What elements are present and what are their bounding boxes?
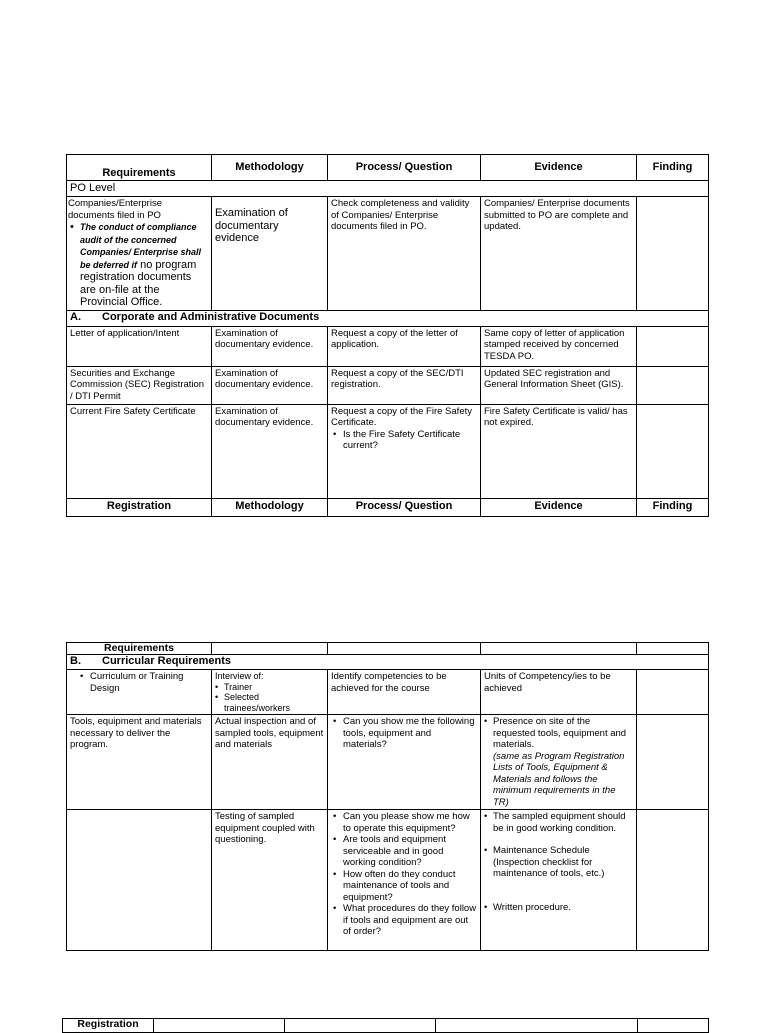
header-evidence: Evidence bbox=[481, 155, 637, 181]
requirement-cell: Tools, equipment and materials necessary to deliver the program. bbox=[67, 715, 212, 810]
section-b-row bbox=[67, 655, 709, 670]
footer-finding: Finding bbox=[637, 498, 709, 516]
process-cell bbox=[328, 810, 481, 951]
header-empty bbox=[637, 643, 709, 655]
process-bullet: • Can you show me the following tools, equipment and materials? bbox=[331, 716, 477, 751]
compliance-table-curricular bbox=[66, 642, 709, 951]
header-registration: Registration bbox=[63, 1019, 154, 1033]
evidence-bullet: • Written procedure. bbox=[484, 902, 633, 914]
table-row bbox=[67, 670, 709, 715]
header-empty bbox=[154, 1019, 285, 1033]
footer-process-question: Process/ Question bbox=[328, 498, 481, 516]
evidence-cell: Same copy of letter of application stamped received by concerned TESDA PO. bbox=[481, 326, 637, 366]
deferral-note bbox=[68, 221, 208, 309]
table-row bbox=[67, 197, 709, 311]
methodology-title: Interview of: bbox=[215, 671, 264, 681]
methodology-cell: Examination of documentary evidence. bbox=[212, 326, 328, 366]
evidence-cell bbox=[481, 715, 637, 810]
requirement-cell bbox=[67, 810, 212, 951]
header-empty bbox=[638, 1019, 709, 1033]
footer-registration: Registration bbox=[67, 498, 212, 516]
po-level-label: PO Level bbox=[67, 181, 709, 197]
finding-cell bbox=[637, 366, 709, 404]
methodology-cell: Testing of sampled equipment coupled with questioning. bbox=[212, 810, 328, 951]
requirement-cell bbox=[67, 670, 212, 715]
header-empty bbox=[285, 1019, 436, 1033]
table-row bbox=[67, 326, 709, 366]
requirement-cell bbox=[67, 197, 212, 311]
table-footer-row bbox=[67, 498, 709, 516]
process-bullets bbox=[331, 716, 477, 751]
process-bullet: • How often do they conduct maintenance of tools and equipment? bbox=[331, 869, 477, 904]
table-row bbox=[67, 366, 709, 404]
header-process-question: Process/ Question bbox=[328, 155, 481, 181]
methodology-bullet: • Trainer bbox=[215, 682, 324, 693]
finding-cell bbox=[637, 715, 709, 810]
process-bullet: • What procedures do they follow if tools and equipment are out of order? bbox=[331, 903, 477, 938]
requirement-text: Companies/Enterprise documents filed in PO bbox=[68, 198, 162, 221]
process-bullet: • Are tools and equipment serviceable and in good working condition? bbox=[331, 834, 477, 869]
process-cell bbox=[328, 404, 481, 498]
process-bullets bbox=[331, 811, 477, 938]
process-text: Request a copy of the Fire Safety Certificate. bbox=[331, 405, 472, 428]
header-methodology: Methodology bbox=[212, 155, 328, 181]
process-cell bbox=[328, 715, 481, 810]
process-cell: Request a copy of the letter of application. bbox=[328, 326, 481, 366]
table-header-row bbox=[63, 1019, 709, 1033]
table-row bbox=[67, 810, 709, 951]
evidence-bullet: • The sampled equipment should be in good working condition. bbox=[484, 811, 633, 834]
finding-cell bbox=[637, 810, 709, 951]
methodology-cell bbox=[212, 670, 328, 715]
compliance-table-registration bbox=[62, 1018, 709, 1033]
section-a-title: Corporate and Administrative Documents bbox=[102, 310, 320, 323]
deferral-note-bold: The conduct of compliance audit of the concerned Companies/ Enterprise shall be deferred if bbox=[80, 222, 202, 270]
section-b-heading bbox=[67, 655, 709, 670]
evidence-bullets bbox=[484, 716, 633, 808]
footer-evidence: Evidence bbox=[481, 498, 637, 516]
curriculum-bullet: • Curriculum or Training Design bbox=[78, 671, 208, 694]
process-cell: Check completeness and validity of Companies/ Enterprise documents filed in PO. bbox=[328, 197, 481, 311]
po-level-row bbox=[67, 181, 709, 197]
methodology-cell: Examination of documentary evidence. bbox=[212, 366, 328, 404]
process-bullets bbox=[331, 429, 477, 452]
compliance-table-corporate bbox=[66, 154, 709, 517]
process-cell: Request a copy of the SEC/DTI registration. bbox=[328, 366, 481, 404]
requirement-cell: Securities and Exchange Commission (SEC) Registration / DTI Permit bbox=[67, 366, 212, 404]
process-cell: Identify competencies to be achieved for the course bbox=[328, 670, 481, 715]
requirement-cell: Letter of application/Intent bbox=[67, 326, 212, 366]
evidence-bullet-text: Presence on site of the requested tools, equipment and materials. bbox=[493, 716, 627, 750]
table-header-row bbox=[67, 155, 709, 181]
evidence-cell bbox=[481, 810, 637, 951]
methodology-bullets bbox=[215, 682, 324, 714]
evidence-cell: Fire Safety Certificate is valid/ has not expired. bbox=[481, 404, 637, 498]
requirement-cell: Current Fire Safety Certificate bbox=[67, 404, 212, 498]
methodology-cell: Examination of documentary evidence. bbox=[212, 404, 328, 498]
finding-cell bbox=[637, 670, 709, 715]
requirement-bullets bbox=[70, 671, 208, 694]
table-row bbox=[67, 404, 709, 498]
header-empty bbox=[436, 1019, 638, 1033]
evidence-cell: Updated SEC registration and General Information Sheet (GIS). bbox=[481, 366, 637, 404]
requirement-bullets bbox=[68, 221, 208, 309]
header-empty bbox=[481, 643, 637, 655]
section-a-row bbox=[67, 310, 709, 326]
header-empty bbox=[212, 643, 328, 655]
finding-cell bbox=[637, 197, 709, 311]
evidence-cell: Units of Competency/ies to be achieved bbox=[481, 670, 637, 715]
header-empty bbox=[328, 643, 481, 655]
methodology-cell: Examination of documentary evidence bbox=[212, 197, 328, 311]
process-bullet: • Is the Fire Safety Certificate current? bbox=[331, 429, 477, 452]
section-b-title: Curricular Requirements bbox=[102, 655, 231, 667]
evidence-bullet bbox=[484, 716, 633, 808]
evidence-bullets bbox=[484, 811, 633, 913]
finding-cell bbox=[637, 404, 709, 498]
methodology-bullet: • Selected trainees/workers bbox=[215, 692, 324, 713]
header-requirements: Requirements bbox=[67, 155, 212, 181]
evidence-note: (same as Program Registration Lists of Tools, Equipment & Materials and follows the minimum requirements in the TR) bbox=[493, 750, 625, 808]
finding-cell bbox=[637, 326, 709, 366]
evidence-bullet: • Maintenance Schedule (Inspection checklist for maintenance of tools, etc.) bbox=[484, 845, 633, 880]
deferral-note-rest: no program registration documents are on-file at the Provincial Office. bbox=[80, 258, 197, 308]
evidence-cell: Companies/ Enterprise documents submitted to PO are complete and updated. bbox=[481, 197, 637, 311]
methodology-cell: Actual inspection and of sampled tools, equipment and materials bbox=[212, 715, 328, 810]
table-header-row bbox=[67, 643, 709, 655]
header-finding: Finding bbox=[637, 155, 709, 181]
header-requirements: Requirements bbox=[67, 643, 212, 655]
table-row bbox=[67, 715, 709, 810]
section-a-heading bbox=[67, 310, 709, 326]
process-bullet: • Can you please show me how to operate this equipment? bbox=[331, 811, 477, 834]
footer-methodology: Methodology bbox=[212, 498, 328, 516]
section-b-letter: B. bbox=[70, 655, 81, 667]
section-a-letter: A. bbox=[70, 310, 81, 323]
